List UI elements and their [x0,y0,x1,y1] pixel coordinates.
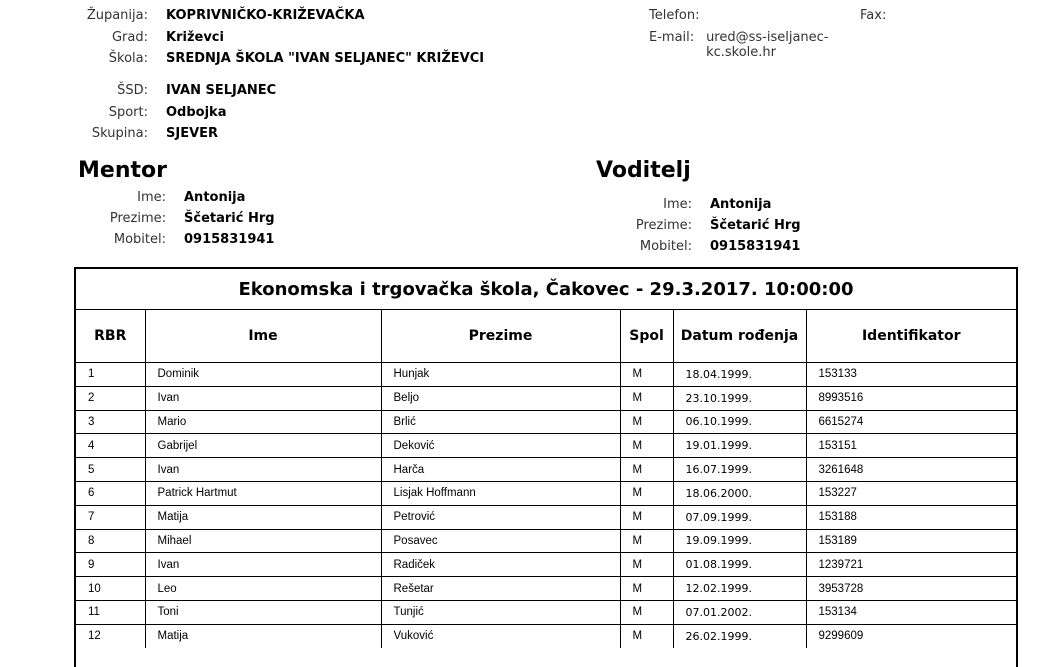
cell-sex: M [620,481,673,505]
cell-birth-date: 19.01.1999. [673,434,806,458]
cell-birth-date: 18.06.2000. [673,481,806,505]
header-identifier: Identifikator [806,310,1016,363]
email-row [649,30,889,60]
cell-birth-date: 07.09.1999. [673,505,806,529]
school-value: SREDNJA ŠKOLA "IVAN SELJANEC" KRIŽEVCI [166,51,485,66]
cell-sex: M [620,577,673,601]
table-row [76,434,1016,458]
header-rbr: RBR [94,328,127,344]
cell-last-name: Hunjak [381,363,620,387]
cell-birth-date: 12.02.1999. [673,577,806,601]
cell-identifier: 153189 [806,529,1016,553]
header-last-name: Prezime [381,310,620,363]
cell-last-name: Brlić [381,410,620,434]
club-label: ŠSD: [117,83,148,98]
cell-identifier: 153151 [806,434,1016,458]
group-value: SJEVER [166,126,219,141]
sport-label: Sport: [108,104,148,120]
cell-birth-date: 16.07.1999. [673,458,806,482]
cell-first-name: Dominik [145,363,381,387]
cell-first-name: Mario [145,410,381,434]
cell-sex: M [620,600,673,624]
cell-sex: M [620,386,673,410]
county-value: KOPRIVNIČKO-KRIŽEVAČKA [166,8,365,23]
cell-last-name: Radiček [381,553,620,577]
table-row [76,386,1016,410]
header-first-name: Ime [145,310,381,363]
city-value: Križevci [166,29,224,45]
phone-label: Telefon: [649,8,700,23]
leader-details [0,197,801,260]
cell-last-name: Harča [381,458,620,482]
city-row [0,30,484,52]
leader-last-name-label: Prezime: [635,218,692,233]
cell-last-name: Rešetar [381,577,620,601]
cell-last-name: Tunjić [381,600,620,624]
cell-last-name: Beljo [381,386,620,410]
table-row [76,481,1016,505]
sport-value: Odbojka [166,104,227,120]
cell-birth-date: 18.04.1999. [673,363,806,387]
cell-birth-date: 19.09.1999. [673,529,806,553]
mentor-first-name: Antonija [184,190,246,205]
cell-first-name: Toni [145,600,381,624]
sport-row [0,105,276,127]
cell-first-name: Ivan [145,553,381,577]
leader-last-name-row [0,218,801,239]
leader-heading: Voditelj [596,158,691,183]
cell-birth-date: 23.10.1999. [673,386,806,410]
cell-birth-date: 26.02.1999. [673,624,806,647]
cell-rbr: 6 [76,481,145,505]
table-row [76,529,1016,553]
cell-rbr: 12 [76,624,145,647]
table-row [76,505,1016,529]
cell-sex: M [620,434,673,458]
cell-sex: M [620,505,673,529]
cell-identifier: 1239721 [806,553,1016,577]
cell-first-name: Gabrijel [145,434,381,458]
county-row [0,8,484,30]
cell-sex: M [620,363,673,387]
phone-row [649,8,889,30]
cell-last-name: Lisjak Hoffmann [381,481,620,505]
cell-sex: M [620,458,673,482]
cell-last-name: Vuković [381,624,620,647]
roster-table [74,267,1018,667]
mentor-phone-label: Mobitel: [113,232,166,247]
cell-identifier: 8993516 [806,386,1016,410]
cell-first-name: Patrick Hartmut [145,481,381,505]
cell-identifier: 153227 [806,481,1016,505]
fax-info [860,8,886,30]
cell-rbr: 3 [76,410,145,434]
contact-info [649,8,889,60]
cell-birth-date: 01.08.1999. [673,553,806,577]
cell-identifier: 9299609 [806,624,1016,647]
mentor-heading: Mentor [78,158,167,183]
group-label: Skupina: [91,126,148,141]
cell-rbr: 10 [76,577,145,601]
school-info [0,8,484,73]
mentor-first-name-label: Ime: [137,190,166,205]
cell-rbr: 8 [76,529,145,553]
cell-rbr: 7 [76,505,145,529]
cell-rbr: 5 [76,458,145,482]
email-label: E-mail: [649,30,695,45]
leader-last-name: Ščetarić Hrg [710,218,801,233]
table-row [76,553,1016,577]
club-row [0,83,276,105]
cell-identifier: 153188 [806,505,1016,529]
cell-first-name: Mihael [145,529,381,553]
fax-label: Fax: [860,8,887,23]
cell-last-name: Posavec [381,529,620,553]
cell-rbr: 1 [76,363,145,387]
cell-first-name: Matija [145,624,381,647]
cell-rbr: 2 [76,386,145,410]
table-row [76,577,1016,601]
cell-sex: M [620,624,673,647]
cell-first-name: Ivan [145,458,381,482]
county-label: Županija: [86,8,148,23]
header-birth-date: Datum rođenja [673,310,806,363]
cell-rbr: 11 [76,600,145,624]
cell-identifier: 153133 [806,363,1016,387]
leader-phone-label: Mobitel: [639,239,692,254]
table-header-row [76,310,1016,363]
cell-last-name: Petrović [381,505,620,529]
cell-identifier: 6615274 [806,410,1016,434]
table-title: Ekonomska i trgovačka škola, Čakovec - 29.3.2017. 10:00:00 [76,269,1016,310]
school-label: Škola: [108,51,148,66]
leader-first-name-label: Ime: [663,197,692,212]
group-row [0,126,276,148]
cell-identifier: 153134 [806,600,1016,624]
cell-sex: M [620,529,673,553]
email-value: ured@ss-iseljanec-kc.skole.hr [706,30,829,60]
table-row [76,458,1016,482]
cell-rbr: 9 [76,553,145,577]
cell-first-name: Ivan [145,386,381,410]
cell-first-name: Leo [145,577,381,601]
club-value: IVAN SELJANEC [166,83,277,98]
mentor-last-name: Ščetarić Hrg [184,211,275,226]
school-row [0,51,484,73]
leader-phone-row [0,239,801,260]
cell-identifier: 3953728 [806,577,1016,601]
cell-birth-date: 06.10.1999. [673,410,806,434]
cell-rbr: 4 [76,434,145,458]
mentor-phone: 0915831941 [184,232,275,247]
table-row [76,600,1016,624]
cell-sex: M [620,553,673,577]
header-sex: Spol [620,310,673,363]
sport-info [0,83,276,148]
cell-identifier: 3261648 [806,458,1016,482]
leader-first-name: Antonija [710,197,772,212]
cell-first-name: Matija [145,505,381,529]
leader-phone: 0915831941 [710,239,801,254]
cell-birth-date: 07.01.2002. [673,600,806,624]
roster-grid [76,310,1016,648]
mentor-last-name-label: Prezime: [109,211,166,226]
table-row [76,363,1016,387]
table-row [76,410,1016,434]
cell-sex: M [620,410,673,434]
table-row [76,624,1016,647]
cell-last-name: Deković [381,434,620,458]
leader-first-name-row [0,197,801,218]
city-label: Grad: [111,29,148,45]
